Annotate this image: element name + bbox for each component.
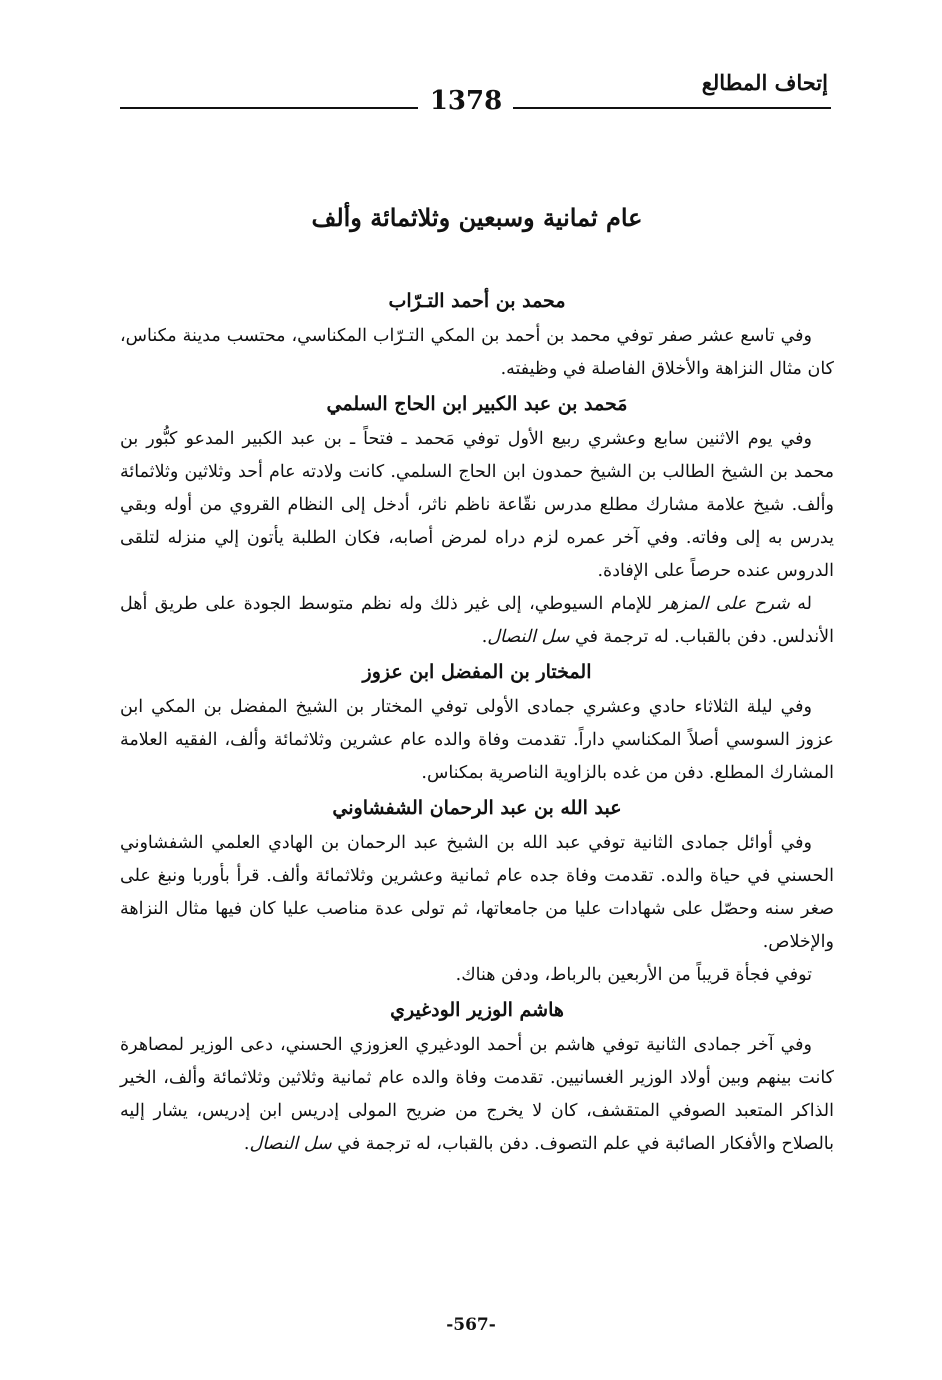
note-prefix: له — [789, 594, 812, 614]
entry-heading: مَحمد بن عبد الكبير ابن الحاج السلمي — [326, 393, 628, 415]
book-title: شرح على المزهر — [659, 594, 790, 614]
entry-heading: هاشم الوزير الودغيري — [390, 999, 564, 1021]
source-title: سل النصال — [249, 1134, 332, 1154]
note-middle: للإمام السيوطي، إلى غير ذلك وله نظم متوسط الجودة على طريق أهل الأندلس. دفن بالقباب. له ترجمة في — [120, 594, 834, 647]
page-body — [120, 283, 834, 1161]
paragraph-suffix: . — [243, 1134, 250, 1154]
entry-paragraph: وفي أوائل جمادى الثانية توفي عبد الله بن الشيخ عبد الرحمان بن الهادي العلمي الشفشاوني الحسني في حياة والده. تقدمت وفاة جده عام ثمانية وعشرين وثلاثمائة وألف. قرأ بأوربا ونبغ على صغر سنه وحصّل على شهادات عليا من جامعاتها، ثم تولى عدة مناصب عليا كان فيها مثال النزاهة والإخلاص. — [120, 833, 834, 952]
entry-paragraph: وفي ليلة الثلاثاء حادي وعشري جمادى الأولى توفي المختار بن الشيخ المفضل بن المكي ابن عزوز السوسي أصلاً المكناسي داراً. تقدمت وفاة والده عام عشرين وثلاثمائة وألف، الفقيه العلامة المشارك المطلع. دفن من غده بالزاوية الناصرية بمكناس. — [120, 697, 834, 783]
page-number: -567- — [446, 1315, 496, 1335]
entry-heading: المختار بن المفضل ابن عزوز — [362, 661, 592, 683]
header-rule-left — [120, 107, 418, 109]
paragraph-text: وفي آخر جمادى الثانية توفي هاشم بن أحمد الودغيري العزوزي الحسني، دعى الوزير لمصاهرة كانت بينهم وبين أولاد الوزير الغسانيين. تقدمت وفاة والده عام ثمانية وثلاثين وثلاثمائة وألف، الخير الذاكر المتعبد الصوفي المتقشف، كان لا يخرج من ضريح المولى إدريس ابن إدريس، يشار إليه بالصلاح والأفكار الصائبة في علم التصوف. دفن بالقباب، له ترجمة في — [120, 1035, 834, 1154]
entry-paragraph: وفي يوم الاثنين سابع وعشري ربيع الأول توفي مَحمد ـ فتحاً ـ بن عبد الكبير المدعو كبُّور بن محمد بن الشيخ الطالب بن الشيخ حمدون ابن الحاج السلمي. كانت ولادته عام أحد وثلاثين وثلاثمائة وألف. شيخ علامة مشارك مطلع مدرس نقّاعة ناظم ناثر، أدخل إلى النظام القروي من أوله وبقي يدرس به إلى وفاته. وفي آخر عمره لزم دراه لمرض أصابه، فكان الطلبة يأتون إلي منزله لتلقى الدروس عنده حرصاً على الإفادة. — [120, 429, 834, 581]
note-suffix: . — [481, 627, 488, 647]
entry-paragraph: وفي تاسع عشر صفر توفي محمد بن أحمد بن المكي التـرّاب المكناسي، محتسب مدينة مكناس، كان مثال النزاهة والأخلاق الفاصلة في وظيفته. — [120, 326, 834, 379]
source-title: سل النصال — [487, 627, 570, 647]
entry-note — [120, 588, 834, 654]
header-rule-right — [513, 107, 831, 109]
chapter-title: عام ثمانية وسبعين وثلاثمائة وألف — [311, 203, 643, 232]
entry-heading: محمد بن أحمد التـرّاب — [388, 290, 566, 312]
entry-heading: عبد الله بن عبد الرحمان الشفشاوني — [332, 797, 622, 819]
entry-paragraph — [120, 1029, 834, 1161]
running-head-title: إتحاف المطالع — [701, 70, 828, 95]
year-number: 1378 — [429, 86, 503, 116]
entry-paragraph: توفي فجأة قريباً من الأربعين بالرباط، ودفن هناك. — [455, 965, 812, 985]
